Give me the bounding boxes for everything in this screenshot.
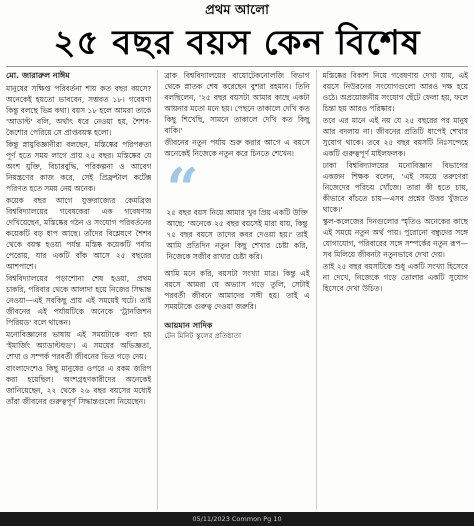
paragraph: তবে এর মানে এই নয় যে ২৫ বছরের পর মানুষ আর বদলায় না। জীবনের প্রতিটি ধাপেই শেখার সুযোগ থাকে। তবে ২৫ বছর বয়সটি নিঃসন্দেহে একটি গুরুত্বপূর্ণ মাইলফলক। [322, 116, 468, 158]
paragraph: আমি মনে করি, বয়সটা সংখ্যা মাত্র। কিন্তু এই বয়সে আমরা যে অভ্যাস গড়ে তুলি, সেটাই পরবর্তী জীবনে আমাদের সঙ্গী হয়। তাই এ সময়টাকে গুরুত্ব দেওয়া জরুরি। [164, 269, 310, 311]
column-left [6, 70, 151, 510]
author-name: আয়মান সাদিক [164, 321, 213, 330]
column-right [323, 70, 468, 510]
paragraph: কিন্তু স্নায়ুবিজ্ঞানীরা বলছেন, মস্তিষ্কের পরিপক্বতা পূর্ণ হতে সময় লাগে প্রায় ২৫ বছর। মস্তিষ্কের যে অংশ যুক্তি, বিচারবুদ্ধি, পরিকল্পনা ও আবেগ নিয়ন্ত্রণের কাজ করে, সেই প্রিফ্রন্টাল কর্টেক্স পরিণত হতে সময় নেয় অনেক। [6, 140, 152, 193]
paragraph: ব্রাক বিশ্ববিদ্যালয়ের বায়োটেকনোলজি বিভাগ থেকে স্নাতক শেষ করেছেন বুশরা রহমান। তিনি বলছিলেন, '২৫ বছর বয়সটা আমার কাছে একটা আয়নার মতো মনে হয়। পেছনে তাকালে দেখি কত কিছু শিখেছি, সামনে তাকালে দেখি কত কিছু বাকি।' [164, 71, 310, 135]
pull-quote-text: ২৫ বছর বয়স নিয়ে আমার খুব প্রিয় একটি উক্তি আছে: 'অনেকে ২৫ বছর বয়সেই মারা যায়, কিন্তু ৭৫ বছর বয়সে তাদের কবর দেওয়া হয়।' তাই আমি প্রতিদিন নতুন কিছু শেখার চেষ্টা করি, নিজেকে সজীব রাখার চেষ্টা করি। [166, 208, 308, 261]
pull-quote [164, 156, 309, 264]
paragraph: মস্তিষ্কের বিকাশ নিয়ে গবেষণায় দেখা যায়, এই বয়সে নিউরনের সংযোগগুলো আরও দক্ষ হয়ে ওঠে। অপ্রয়োজনীয় সংযোগ ছেঁটে ফেলা হয়, ফলে চিন্তা হয় আরও পরিষ্কার। [322, 71, 468, 113]
column-middle [164, 70, 309, 510]
masthead-logo: প্রথম আলো [205, 3, 269, 18]
column-divider [157, 70, 158, 510]
paragraph: বাংলাদেশেও কিছু মানুষের ওপরে এ রকম জরিপ করা হয়েছিল। অংশগ্রহণকারীদের অনেকেই জানিয়েছেন, ২২ থেকে ২৬ বছর বয়সের মধ্যেই তাঁরা জীবনের গুরুত্বপূর্ণ সিদ্ধান্তগুলো নিয়েছেন। [6, 364, 152, 406]
author-role: টেন মিনিট স্কুলের প্রতিষ্ঠাতা [164, 332, 241, 340]
article-columns [6, 70, 468, 510]
article-headline: ২৫ বছর বয়স কেন বিশেষ [53, 23, 421, 63]
footer-bar: 05/11/2023 Common Pg 10 [0, 512, 474, 526]
quote-mark-icon: “ [166, 156, 199, 222]
paragraph: মানুষের সক্ষিপ্ত পরিবর্তনা শায় কত বছর বয়সে? অনেকেই হয়তো ভাববেন, সম্ভবত ১৮। গবেষণা কিন্তু বলছে ভিন্ন কথা। বয়স ১৮ হলে আমরা তাকে 'আডাল্ট' বলি, অর্থাৎ ধরে নেওয়া হয়, শৈশব-কৈশোর পেরিয়ে সে প্রাপ্তবয়স্ক হলো। [6, 84, 152, 137]
paragraph: জীবনের নতুন পর্যায় শুরু করার আগে এ বয়সে অনেকেই নিজেকে নতুন করে চিনতে শেখেন। [164, 138, 310, 158]
column-divider [316, 70, 317, 510]
paragraph: কয়েক বছর আগে যুক্তরাজ্যের কেমব্রিজ বিশ্ববিদ্যালয়ের গবেষকেরা এক গবেষণায় দেখিয়েছেন, মস্তিষ্কের গঠন ও সংযোগ পরিবর্তনের কয়েকটি বড় ধাপ আছে। তাঁদের বিশ্লেষণে শৈশব থেকে বয়স্ক হওয়া পর্যন্ত মস্তিষ্ক কয়েকটি পর্যায় পেরোয়, যার একটি বাঁক আসে ২৫ বছরের আশপাশে। [6, 196, 152, 271]
byline: মো. জারারুল নাঈম [6, 71, 70, 80]
paragraph: স্কুল-কলেজের দিনগুলোর স্মৃতিও অনেকের কাছে এই সময়ে নতুন অর্থ পায়। পুরোনো বন্ধুদের সঙ্গে যোগাযোগ, পরিবারের সঙ্গে সম্পর্কের নতুন রূপ—সব মিলিয়ে জীবনটা নতুনভাবে দেখা দেয়। [322, 217, 468, 259]
headline-divider [6, 66, 468, 67]
paragraph: বিশ্ববিদ্যালয়ের পড়াশোনা শেষ হওয়া, প্রথম চাকরি, পরিবার থেকে আলাদা হয়ে নিজের সিদ্ধান্ত নেওয়া—এই সবকিছু প্রায় এই সময়েই ঘটে। তাই জীবনের এই পর্যায়টিকে অনেকে 'ট্রানজিশন পিরিয়ড' বলে থাকেন। [6, 274, 152, 327]
author-credit [164, 320, 309, 342]
paragraph: তাই ২৫ বছর বয়সটিকে শুধু একটি সংখ্যা হিসেবে না দেখে, নিজেকে গড়ে তোলার একটি সুযোগ হিসেবে দেখা উচিত। [322, 262, 468, 293]
paragraph: মনোবিজ্ঞানের ভাষায় এই সময়টাকে বলা হয় 'ইমার্জিং অ্যাডাল্টহুড'। এ সময়ের অভিজ্ঞতা, শেখা ও সম্পর্ক পরবর্তী জীবনের ভিত গড়ে দেয়। [6, 330, 152, 361]
paragraph: ঢাকা বিশ্ববিদ্যালয়ের মনোবিজ্ঞান বিভাগের একজন শিক্ষক বলেন, 'এই সময়ে তরুণেরা নিজেদের পরিচয় খোঁজে। তারা কী হতে চায়, কীভাবে বাঁচতে চায়—এসব প্রশ্নের উত্তর খুঁজতে থাকে।' [322, 161, 468, 214]
